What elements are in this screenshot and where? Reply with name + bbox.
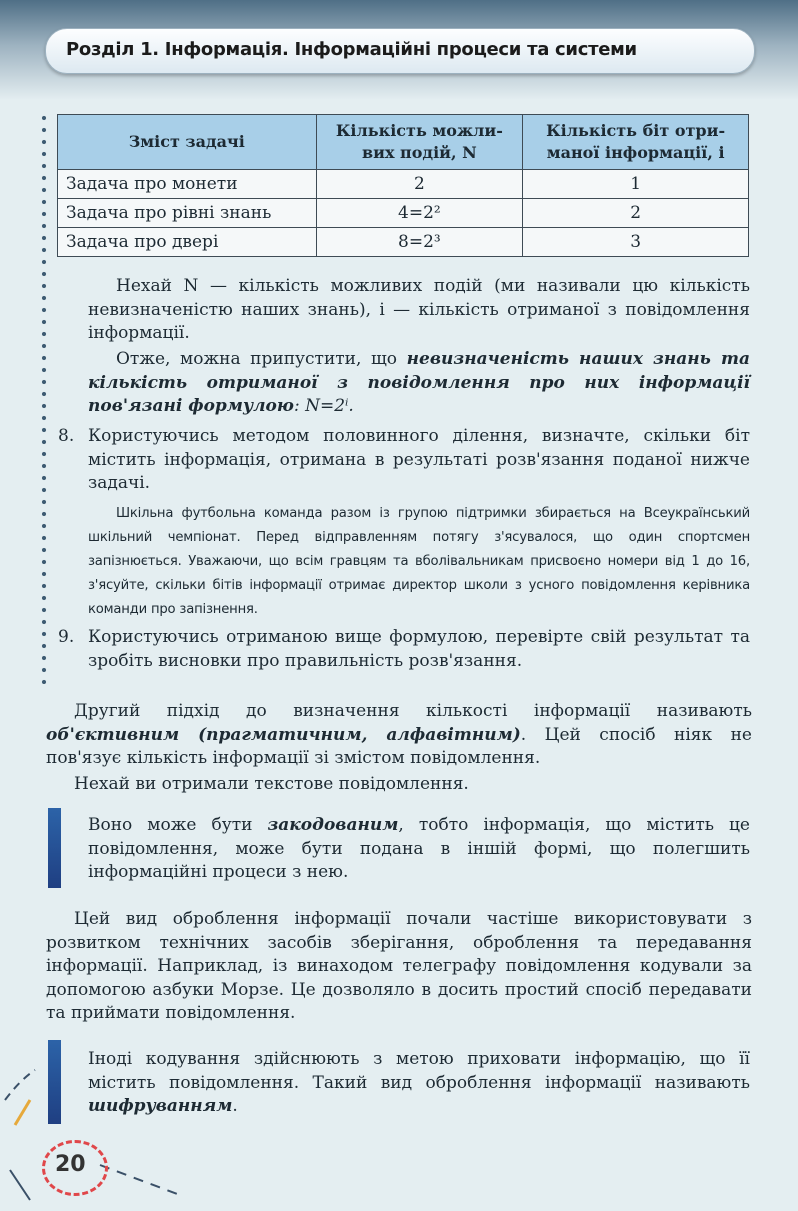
question-8-text: Користуючись методом половинного ділення, визначте, скільки біт містить інформація, отримана в результаті розв'язання поданої нижче задачі. xyxy=(88,426,750,493)
table-cell: 1 xyxy=(523,170,749,199)
box-encoded xyxy=(88,814,750,885)
football-task-text: Шкільна футбольна команда разом із групою підтримки збирається на Всеукраїнський шкільний чемпіонат. Перед відправленням потягу з'ясувалося, що один спортсмен запізнюється. Уважаючи, що всім гравцям та вболівальникам присвоєно номери від 1 до 16, з'ясуйте, скільки бітів інформації отримає директор школи з усного повідомлення керівника команди про запізнення. xyxy=(88,506,750,617)
table-header-cell: Кількість біт отри-маної інформації, i xyxy=(523,115,749,170)
page-number: 20 xyxy=(55,1152,86,1177)
box-encryption-term: шифруванням xyxy=(88,1096,233,1116)
box-encoded-intro: Воно може бути xyxy=(88,815,268,835)
objective-term: об'єктивним (прагматичним, алфавітним) xyxy=(46,724,521,745)
table-cell: 2 xyxy=(523,199,749,228)
dotted-margin-line xyxy=(40,112,48,684)
objective-rest: . Цей спосіб ніяк не пов'язує кількість інформації зі змістом повідомлення. xyxy=(46,724,752,768)
table-cell: Задача про монети xyxy=(58,170,317,199)
box-encoded-rest: , тобто інформація, що містить це повідомлення, може бути подана в іншій формі, що полегшить інформаційні процеси з нею. xyxy=(88,815,750,882)
table-cell: 4=2² xyxy=(316,199,523,228)
table-cell: 2 xyxy=(316,170,523,199)
paragraph-objective-approach xyxy=(46,700,752,771)
table-row xyxy=(58,199,749,228)
table-cell: 8=2³ xyxy=(316,228,523,257)
box-encryption-intro: Іноді кодування здійснюють з метою приховати інформацію, що її містить повідомлення. Такий вид оброблення інформації називають xyxy=(88,1049,750,1093)
question-number: 9. xyxy=(58,627,75,647)
table-cell: Задача про двері xyxy=(58,228,317,257)
highlight-bar xyxy=(48,808,61,888)
objective-intro: Другий підхід до визначення кількості інформації називають xyxy=(74,701,752,721)
paragraph-telegraph: Цей вид оброблення інформації почали частіше використовувати з розвитком технічних засобів зберігання, оброблення та передавання інформації. Наприклад, із винаходом телеграфу повідомлення кодували за допомогою азбуки Морзе. Це дозволяло в досить простий спосіб передавати та приймати повідомлення. xyxy=(46,909,752,1023)
formula-expression: : N=2ⁱ. xyxy=(293,396,354,416)
question-9-text: Користуючись отриманою вище формулою, перевірте свій результат та зробіть висновки про правильність розв'язання. xyxy=(88,627,750,671)
paragraph-formula xyxy=(88,348,750,419)
chapter-header xyxy=(45,28,755,74)
box-encoded-term: закодованим xyxy=(267,815,399,835)
formula-statement: невизначеність наших знань та кількість отриманої з повідомлення про них інформації пов'язані формулою xyxy=(88,349,750,416)
table-header-row xyxy=(58,115,749,170)
chapter-title: Розділ 1. Інформація. Інформаційні процеси та системи xyxy=(66,39,637,60)
paragraph-definition: Нехай N — кількість можливих подій (ми називали цю кількість невизначеністю наших знань), i — кількість отриманої з повідомлення інформації. xyxy=(88,276,750,343)
table-row xyxy=(58,170,749,199)
paragraph-message: Нехай ви отримали текстове повідомлення. xyxy=(74,774,469,794)
table-header-cell: Кількість можли-вих подій, N xyxy=(316,115,523,170)
box-encryption-end: . xyxy=(232,1096,238,1116)
tasks-table xyxy=(57,114,749,257)
question-number: 8. xyxy=(58,426,75,446)
table-row xyxy=(58,228,749,257)
table-cell: Задача про рівні знань xyxy=(58,199,317,228)
table-cell: 3 xyxy=(523,228,749,257)
table-header-cell: Зміст задачі xyxy=(58,115,317,170)
formula-intro: Отже, можна припустити, що xyxy=(116,349,407,369)
